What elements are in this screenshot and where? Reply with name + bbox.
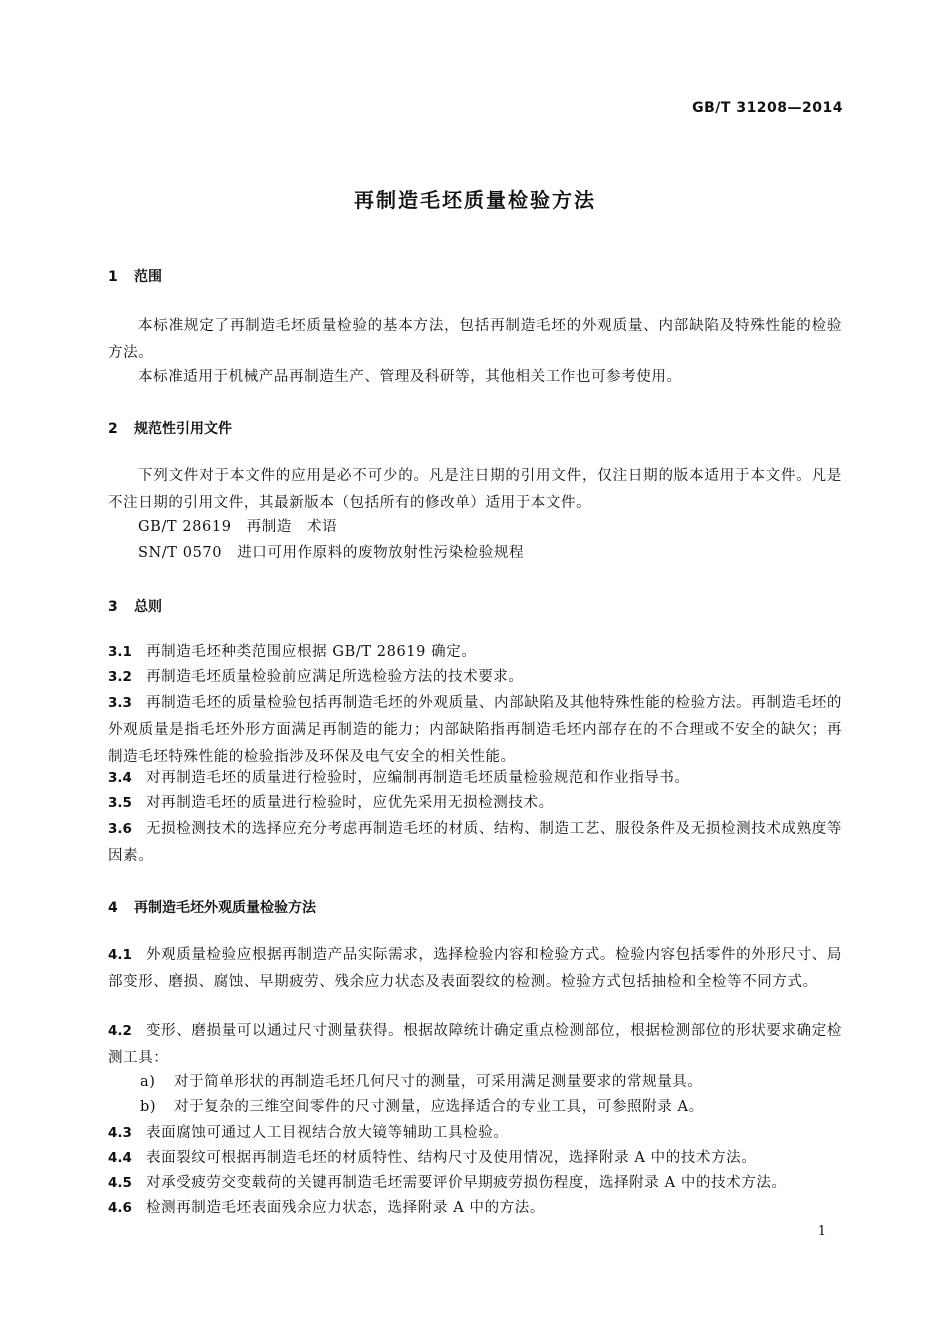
clause-number: 4.6	[108, 1200, 132, 1216]
clause	[108, 639, 842, 666]
clause	[108, 765, 842, 792]
clause	[108, 942, 842, 996]
clause-number: 3.5	[108, 795, 132, 811]
clause-number: 4.2	[108, 1023, 132, 1039]
clause-text: 表面腐蚀可通过人工目视结合放大镜等辅助工具检验。	[146, 1125, 509, 1141]
list-label: a)	[140, 1074, 156, 1090]
clause	[108, 690, 842, 771]
reference-item: SN/T 0570 进口可用作原料的废物放射性污染检验规程	[138, 545, 525, 561]
clause-number: 4.3	[108, 1125, 132, 1141]
clause	[108, 790, 842, 817]
section-title: 再制造毛坯外观质量检验方法	[134, 900, 316, 916]
reference-item: GB/T 28619 再制造 术语	[138, 519, 338, 535]
clause-number: 3.2	[108, 669, 132, 685]
clause-number: 3.3	[108, 695, 132, 711]
list-item	[140, 1069, 842, 1096]
clause-text: 外观质量检验应根据再制造产品实际需求，选择检验内容和检验方式。检验内容包括零件的外形尺寸、局部变形、磨损、腐蚀、早期疲劳、残余应力状态及表面裂纹的检测。检验方式包括抽检和全检等不同方式。	[108, 947, 842, 990]
list-label: b)	[140, 1099, 157, 1115]
clause-text: 对承受疲劳交变载荷的关键再制造毛坯需要评价早期疲劳损伤程度，选择附录 A 中的技术方法。	[146, 1175, 787, 1191]
standard-number: GB/T 31208—2014	[692, 100, 843, 116]
clause-number: 3.6	[108, 821, 132, 837]
clause	[108, 664, 842, 691]
clause-number: 4.5	[108, 1175, 132, 1191]
clause	[108, 1018, 842, 1072]
section-title: 总则	[134, 599, 162, 615]
page-number: 1	[817, 1224, 826, 1239]
clause	[108, 1120, 842, 1147]
clause-number: 4.4	[108, 1150, 132, 1166]
section-4-heading	[108, 897, 316, 917]
clause-text: 再制造毛坯的质量检验包括再制造毛坯的外观质量、内部缺陷及其他特殊性能的检验方法。再制造毛坯的外观质量是指毛坯外形方面满足再制造的能力；内部缺陷指再制造毛坯内部存在的不合理或不安全的缺欠；再制造毛坯特殊性能的检验指涉及环保及电气安全的相关性能。	[108, 695, 842, 765]
clause-number: 4.1	[108, 947, 132, 963]
clause-number: 3.4	[108, 770, 132, 786]
paragraph: 本标准适用于机械产品再制造生产、管理及科研等，其他相关工作也可参考使用。	[138, 369, 682, 385]
clause-text: 变形、磨损量可以通过尺寸测量获得。根据故障统计确定重点检测部位，根据检测部位的形状要求确定检测工具：	[108, 1023, 842, 1066]
list-text: 对于简单形状的再制造毛坯几何尺寸的测量，可采用满足测量要求的常规量具。	[174, 1074, 703, 1090]
clause-text: 再制造毛坯质量检验前应满足所选检验方法的技术要求。	[146, 669, 524, 685]
paragraph: 本标准规定了再制造毛坯质量检验的基本方法，包括再制造毛坯的外观质量、内部缺陷及特殊性能的检验方法。	[108, 318, 842, 361]
section-number: 4	[108, 900, 118, 916]
section-number: 1	[108, 269, 118, 285]
section-title: 范围	[134, 269, 162, 285]
document-title: 再制造毛坯质量检验方法	[354, 188, 596, 212]
clause-text: 再制造毛坯种类范围应根据 GB/T 28619 确定。	[146, 644, 477, 660]
clause	[108, 1170, 842, 1197]
clause	[108, 1195, 842, 1222]
section-1-heading	[108, 266, 162, 286]
clause-text: 检测再制造毛坯表面残余应力状态，选择附录 A 中的方法。	[146, 1200, 545, 1216]
list-text: 对于复杂的三维空间零件的尺寸测量，应选择适合的专业工具，可参照附录 A。	[174, 1099, 704, 1115]
clause	[108, 816, 842, 870]
clause	[108, 1145, 842, 1172]
section-title: 规范性引用文件	[134, 421, 232, 437]
clause-text: 表面裂纹可根据再制造毛坯的材质特性、结构尺寸及使用情况，选择附录 A 中的技术方法。	[146, 1150, 757, 1166]
clause-text: 无损检测技术的选择应充分考虑再制造毛坯的材质、结构、制造工艺、服役条件及无损检测技术成熟度等因素。	[108, 821, 842, 864]
list-item	[140, 1094, 842, 1121]
clause-text: 对再制造毛坯的质量进行检验时，应编制再制造毛坯质量检验规范和作业指导书。	[146, 770, 690, 786]
section-3-heading	[108, 596, 162, 616]
clause-text: 对再制造毛坯的质量进行检验时，应优先采用无损检测技术。	[146, 795, 554, 811]
clause-number: 3.1	[108, 644, 132, 660]
paragraph: 下列文件对于本文件的应用是必不可少的。凡是注日期的引用文件，仅注日期的版本适用于本文件。凡是不注日期的引用文件，其最新版本（包括所有的修改单）适用于本文件。	[108, 468, 842, 511]
section-2-heading	[108, 418, 232, 438]
section-number: 3	[108, 599, 118, 615]
section-number: 2	[108, 421, 118, 437]
